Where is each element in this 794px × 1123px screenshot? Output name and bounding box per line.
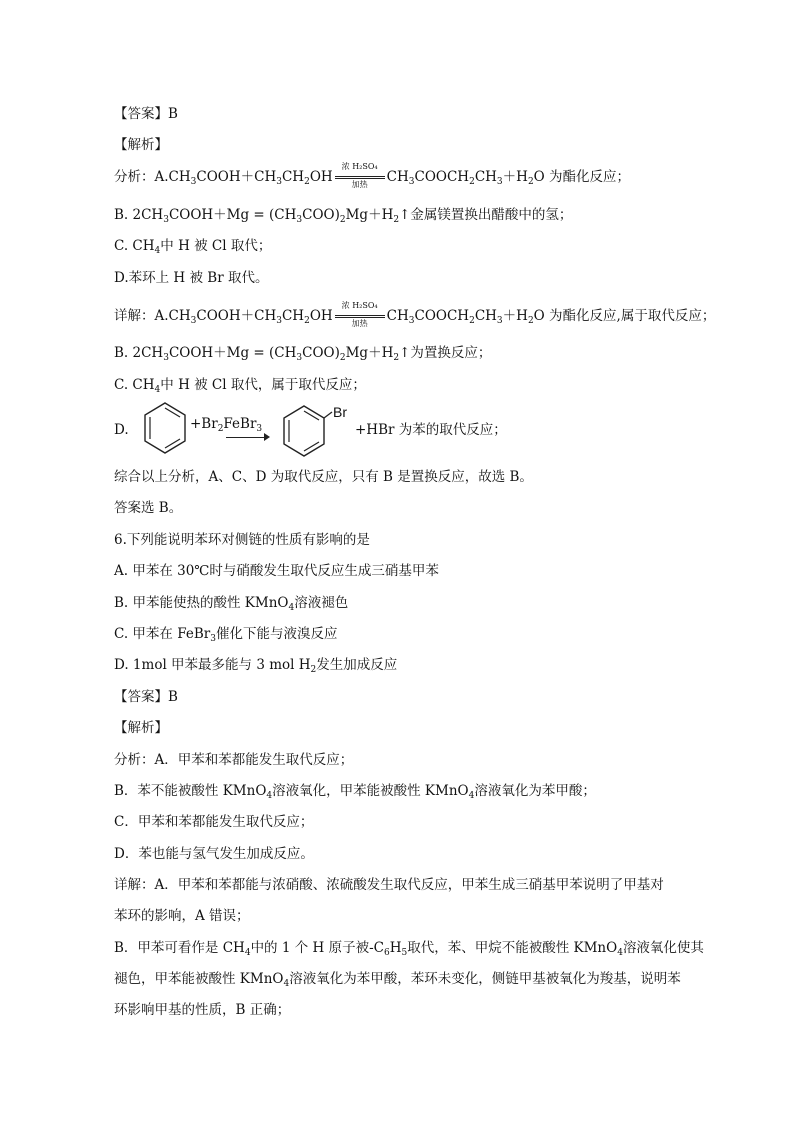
text-line-xj_b: [114, 343, 491, 368]
subscript: 2: [304, 177, 310, 187]
text-line-summary: [114, 467, 533, 487]
text-run: B．甲苯可看作是 CH: [114, 940, 245, 956]
text-line-fx_b: [114, 205, 572, 230]
reagent-text: +Br: [190, 416, 218, 432]
text-run: Mg＋H: [345, 207, 394, 223]
text-run: 溶液氧化为苯甲酸；: [474, 783, 596, 799]
text-run: 综合以上分析，A、C、D 为取代反应，只有 B 是置换反应，故选 B。: [114, 469, 533, 485]
text-run: 取代，苯、甲烷不能被酸性 KMnO: [407, 940, 618, 956]
subscript: 3: [190, 177, 197, 187]
text-run: Mg＋H: [345, 345, 394, 361]
subscript: 5: [401, 948, 408, 958]
subscript: 3: [190, 316, 197, 326]
text-line-xj_c: [114, 375, 366, 400]
subscript: 2: [310, 665, 317, 675]
text-run: C. CH: [114, 377, 155, 393]
subscript: 4: [283, 979, 290, 989]
text-run: OH: [309, 308, 333, 324]
text-run: D. 1mol 甲苯最多能与 3 mol H: [114, 657, 311, 673]
condition-bottom: 加热: [351, 318, 368, 328]
equal-bar: [335, 178, 385, 179]
subscript: 2: [304, 316, 310, 326]
subscript: 2: [469, 177, 475, 187]
subscript: 3: [276, 316, 282, 326]
text-run: D．苯也能与氢气发生加成反应。: [114, 846, 314, 862]
text-run: ＋H: [502, 308, 528, 324]
text-run: 答案选 B。: [114, 500, 183, 516]
benzene-structure: [142, 400, 188, 456]
equal-bar: [335, 176, 385, 177]
text-line-fx2_d: [114, 844, 314, 864]
text-run: CH: [281, 308, 305, 324]
text-line-q6d: [114, 655, 397, 680]
subscript: 3: [296, 215, 303, 225]
text-line-xj2_b3: [114, 1000, 290, 1020]
text-line-answer_b: [114, 498, 182, 518]
equal-bar: [335, 315, 385, 316]
text-run: OH: [309, 169, 333, 185]
text-line-fx_a: [114, 161, 631, 192]
subscript: 4: [617, 948, 623, 958]
reaction-d-tail: +HBr 为苯的取代反应；: [355, 422, 507, 438]
text-line-answer2: [114, 687, 178, 707]
text-run: COOH＋CH: [196, 169, 277, 185]
text-line-analysis1: [114, 135, 168, 155]
subscript: 4: [154, 385, 161, 395]
subscript: 2: [527, 177, 534, 187]
text-line-xj2_b2: [114, 969, 681, 994]
text-line-q6a: [114, 561, 439, 581]
text-line-xj2_b1: [114, 938, 704, 963]
text-run: COOH＋Mg = (CH: [168, 345, 297, 361]
text-run: 溶液氧化为苯甲酸，苯环未变化，侧链甲基被氧化为羧基，说明苯: [289, 971, 681, 987]
text-run: ↑金属镁置换出醋酸中的氢；: [399, 207, 573, 223]
reaction-arrow: [226, 437, 268, 438]
text-run: CH: [474, 169, 497, 185]
text-run: D.苯环上 H 被 Br 取代。: [114, 270, 269, 286]
text-run: 中 H 被 Cl 取代，属于取代反应；: [160, 377, 366, 393]
condition-bottom: 加热: [351, 179, 368, 189]
text-run: O 为酯化反应,属于取代反应；: [533, 308, 716, 324]
text-line-fx2_a: [114, 750, 353, 770]
condition-top: 浓 H₂SO₄: [341, 161, 378, 171]
text-run: 溶液氧化，甲苯能被酸性 KMnO: [272, 783, 469, 799]
text-run: A. 甲苯在 30℃时与硝酸发生取代反应生成三硝基甲苯: [114, 563, 439, 579]
text-run: 发生加成反应: [316, 657, 398, 673]
subscript: 3: [163, 353, 169, 363]
text-run: 分析：A．甲苯和苯都能发生取代反应；: [114, 752, 354, 768]
text-run: COOCH: [414, 169, 470, 185]
reaction-d-label: D.: [114, 422, 129, 438]
reagent-sub: 2: [217, 424, 224, 434]
text-run: 催化下能与液溴反应: [215, 626, 338, 642]
text-line-fx_c: [114, 236, 271, 261]
subscript: 2: [393, 353, 400, 363]
text-run: CH: [386, 169, 409, 185]
text-line-xj2_a1: [114, 875, 664, 895]
text-run: C. 甲苯在 FeBr: [114, 626, 211, 642]
subscript: 3: [408, 177, 415, 187]
text-run: COOH＋Mg = (CH: [168, 207, 297, 223]
condition-top: 浓 H₂SO₄: [341, 300, 378, 310]
subscript: 6: [383, 948, 390, 958]
text-run: COO): [302, 345, 340, 361]
subscript: 3: [296, 353, 303, 363]
text-run: C. CH: [114, 238, 155, 254]
text-run: 中 H 被 Cl 取代；: [160, 238, 272, 254]
text-run: 环影响甲基的性质，B 正确；: [114, 1002, 291, 1018]
text-run: C．甲苯和苯都能发生取代反应；: [114, 814, 314, 830]
text-line-xj_a: [114, 300, 716, 331]
text-line-analysis2: [114, 718, 168, 738]
text-line-fx_d: [114, 268, 268, 288]
reaction-condition: [335, 161, 385, 189]
text-run: H: [389, 940, 402, 956]
text-run: COOCH: [414, 308, 470, 324]
text-run: 【答案】B: [114, 106, 178, 122]
subscript: 4: [244, 948, 251, 958]
text-run: 分析：A.CH: [114, 169, 191, 185]
subscript: 3: [210, 634, 216, 644]
text-line-answer1: [114, 104, 178, 124]
catalyst-sub: 3: [256, 424, 263, 434]
text-run: 苯环的影响，A 错误；: [114, 908, 250, 924]
catalyst-text: FeBr: [223, 416, 257, 432]
text-run: 6.下列能说明苯环对侧链的性质有影响的是: [114, 532, 370, 548]
subscript: 3: [408, 316, 415, 326]
subscript: 3: [496, 316, 503, 326]
subscript: 2: [527, 316, 534, 326]
equal-bar: [335, 317, 385, 318]
text-run: 溶液褪色: [294, 595, 349, 611]
subscript: 3: [276, 177, 282, 187]
text-run: O 为酯化反应；: [533, 169, 631, 185]
text-run: 溶液氧化使其: [622, 940, 704, 956]
text-line-q6b: [114, 593, 348, 618]
text-line-xj2_a2: [114, 906, 250, 926]
text-line-q6: [114, 530, 370, 550]
text-run: COOH＋CH: [196, 308, 277, 324]
reaction-condition: [335, 300, 385, 328]
text-run: 【答案】B: [114, 689, 178, 705]
subscript: 4: [266, 791, 273, 801]
reaction-d-reagent: [190, 414, 262, 439]
text-run: 【解析】: [114, 720, 168, 736]
subscript: 4: [468, 791, 475, 801]
subscript: 4: [288, 603, 295, 613]
text-run: B．苯不能被酸性 KMnO: [114, 783, 267, 799]
bromo-label: Br: [333, 404, 347, 420]
text-line-q6c: [114, 624, 337, 649]
text-run: 详解：A．甲苯和苯都能与浓硝酸、浓硫酸发生取代反应，甲苯生成三硝基甲苯说明了甲基对: [114, 877, 664, 893]
text-line-fx2_c: [114, 812, 313, 832]
text-run: 详解：A.CH: [114, 308, 191, 324]
subscript: 4: [154, 246, 161, 256]
text-run: ↑为置换反应；: [399, 345, 492, 361]
text-run: CH: [386, 308, 409, 324]
subscript: 2: [469, 316, 475, 326]
subscript: 3: [496, 177, 503, 187]
text-line-fx2_b: [114, 781, 596, 806]
subscript: 2: [393, 215, 400, 225]
text-run: 中的 1 个 H 原子被-C: [250, 940, 384, 956]
subscript: 3: [163, 215, 169, 225]
subscript: 2: [339, 215, 346, 225]
text-run: 褪色，甲苯能被酸性 KMnO: [114, 971, 284, 987]
text-run: B. 甲苯能使热的酸性 KMnO: [114, 595, 289, 611]
text-run: 【解析】: [114, 137, 168, 153]
text-run: ＋H: [502, 169, 528, 185]
text-run: B. 2CH: [114, 207, 164, 223]
arrow-head-icon: [264, 433, 270, 441]
subscript: 2: [339, 353, 346, 363]
text-run: COO): [302, 207, 340, 223]
text-run: CH: [474, 308, 497, 324]
text-run: B. 2CH: [114, 345, 164, 361]
text-run: CH: [281, 169, 305, 185]
